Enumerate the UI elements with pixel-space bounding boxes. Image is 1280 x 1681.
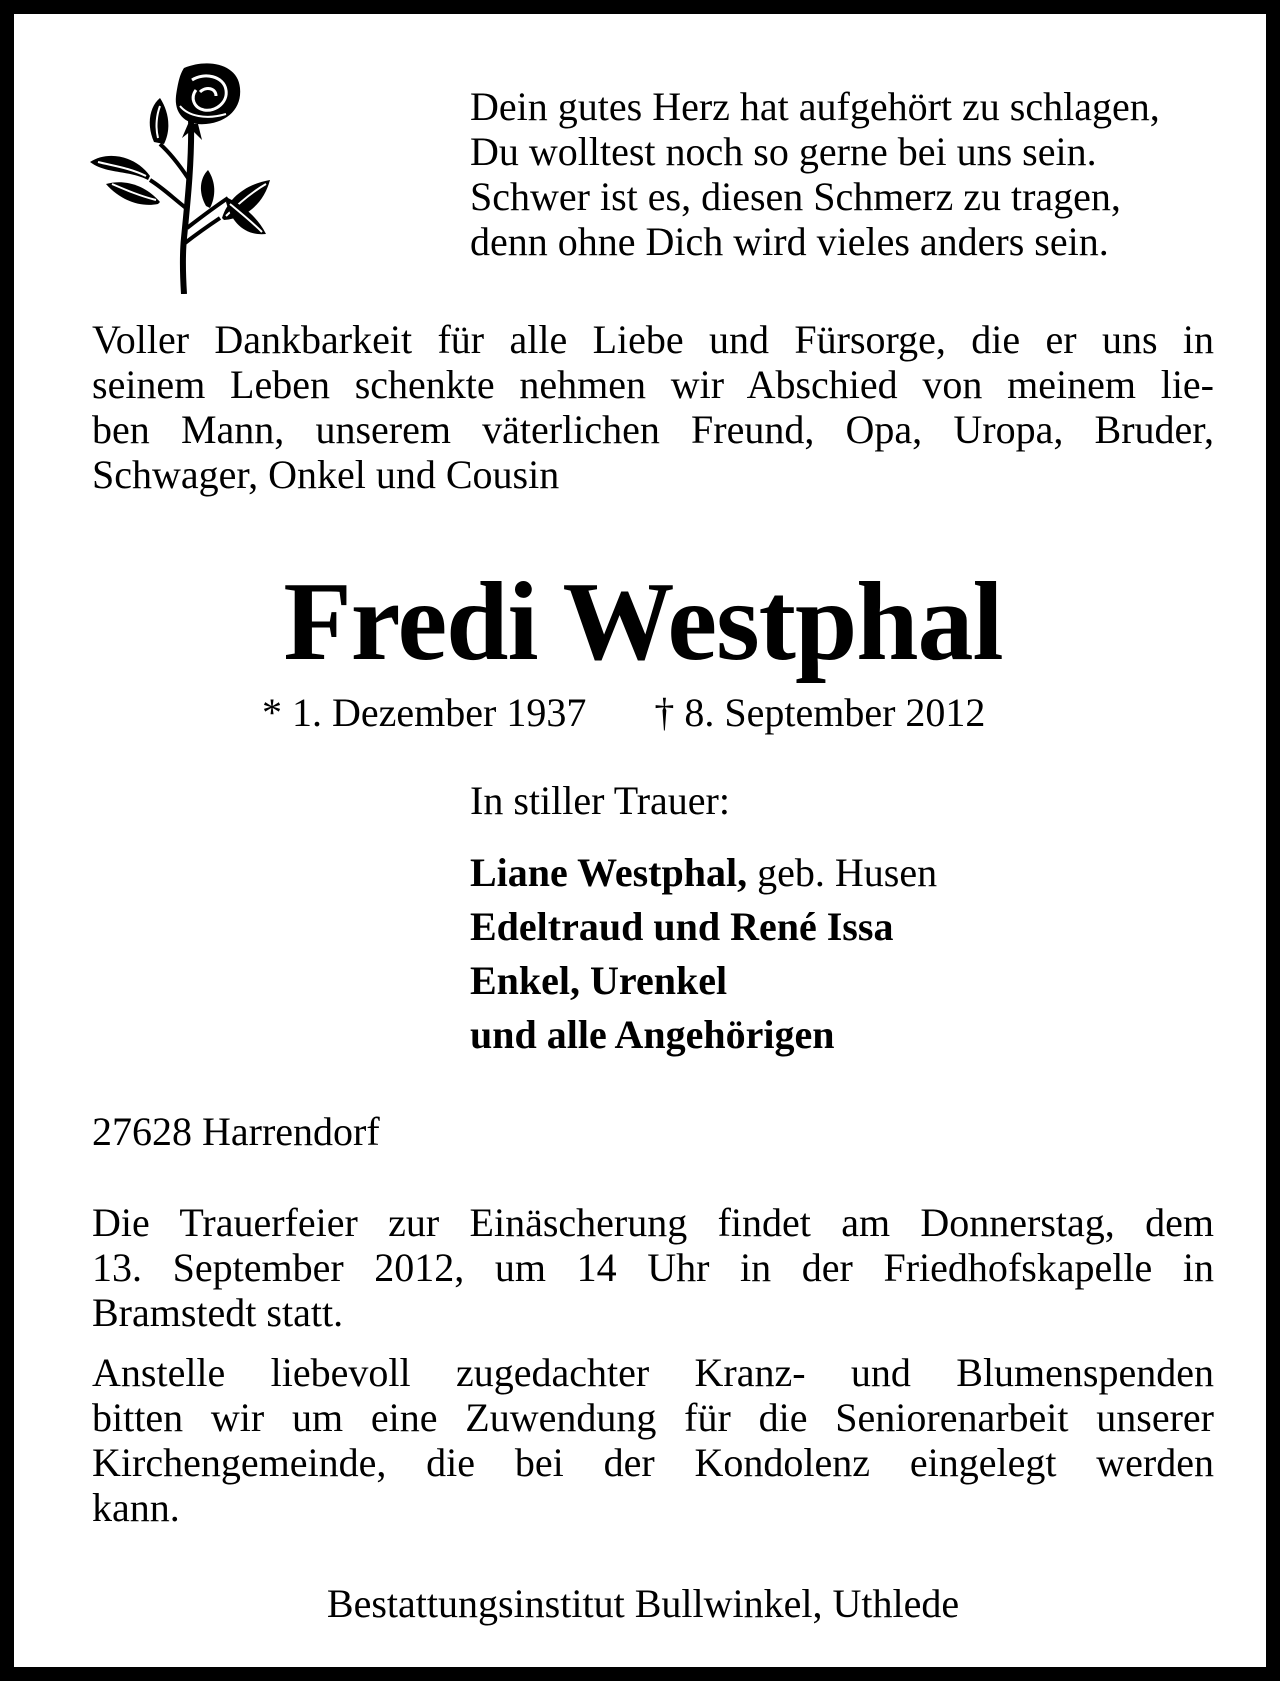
donation-paragraph — [92, 1350, 1214, 1530]
ceremony-line: Bramstedt statt. — [92, 1290, 344, 1335]
life-dates — [262, 690, 985, 736]
donation-line: Anstelle liebevoll zugedachter Kranz- und Blumenspenden — [92, 1350, 1214, 1395]
poem — [470, 84, 1160, 264]
mourner-name: Liane Westphal, — [470, 850, 748, 895]
mourner-line — [470, 954, 937, 1008]
poem-line: Du wolltest noch so gerne bei uns sein. — [470, 129, 1097, 174]
mourner-line — [470, 900, 937, 954]
mourner-line — [470, 1008, 937, 1062]
donation-line: bitten wir um eine Zuwendung für die Seniorenarbeit unserer — [92, 1395, 1214, 1440]
poem-line: Dein gutes Herz hat aufgehört zu schlagen, — [470, 84, 1160, 129]
ceremony-paragraph — [92, 1200, 1214, 1335]
intro-line: ben Mann, unserem väterlichen Freund, Opa, Uropa, Bruder, — [92, 407, 1214, 452]
intro-paragraph — [92, 317, 1214, 497]
poem-line: Schwer ist es, diesen Schmerz zu tragen, — [470, 174, 1121, 219]
intro-line: Schwager, Onkel und Cousin — [92, 452, 560, 497]
ceremony-line: 13. September 2012, um 14 Uhr in der Friedhofskapelle in — [92, 1245, 1214, 1290]
death-date: † 8. September 2012 — [654, 690, 986, 735]
ceremony-line: Die Trauerfeier zur Einäscherung findet am Donnerstag, dem — [92, 1200, 1214, 1245]
mourning-heading: In stiller Trauer: — [470, 778, 730, 823]
mourners-list — [470, 846, 937, 1062]
mourner-name: Enkel, Urenkel — [470, 958, 728, 1003]
mourner-line — [470, 846, 937, 900]
intro-line: Voller Dankbarkeit für alle Liebe und Fürsorge, die er uns in — [92, 317, 1214, 362]
donation-line: Kirchengemeinde, die bei der Kondolenz eingelegt werden — [92, 1440, 1214, 1485]
donation-line: kann. — [92, 1485, 180, 1530]
mourner-name: und alle Angehörigen — [470, 1012, 835, 1057]
deceased-name: Fredi Westphal — [283, 560, 1003, 684]
place: 27628 Harrendorf — [92, 1109, 380, 1154]
mourner-name: Edeltraud und René Issa — [470, 904, 894, 949]
mourner-maiden-name: geb. Husen — [747, 850, 938, 895]
funeral-home: Bestattungsinstitut Bullwinkel, Uthlede — [326, 1581, 960, 1626]
rose-icon — [88, 58, 278, 294]
intro-line: seinem Leben schenkte nehmen wir Abschied von meinem lie- — [92, 362, 1214, 407]
birth-date: * 1. Dezember 1937 — [262, 690, 587, 735]
poem-line: denn ohne Dich wird vieles anders sein. — [470, 219, 1109, 264]
